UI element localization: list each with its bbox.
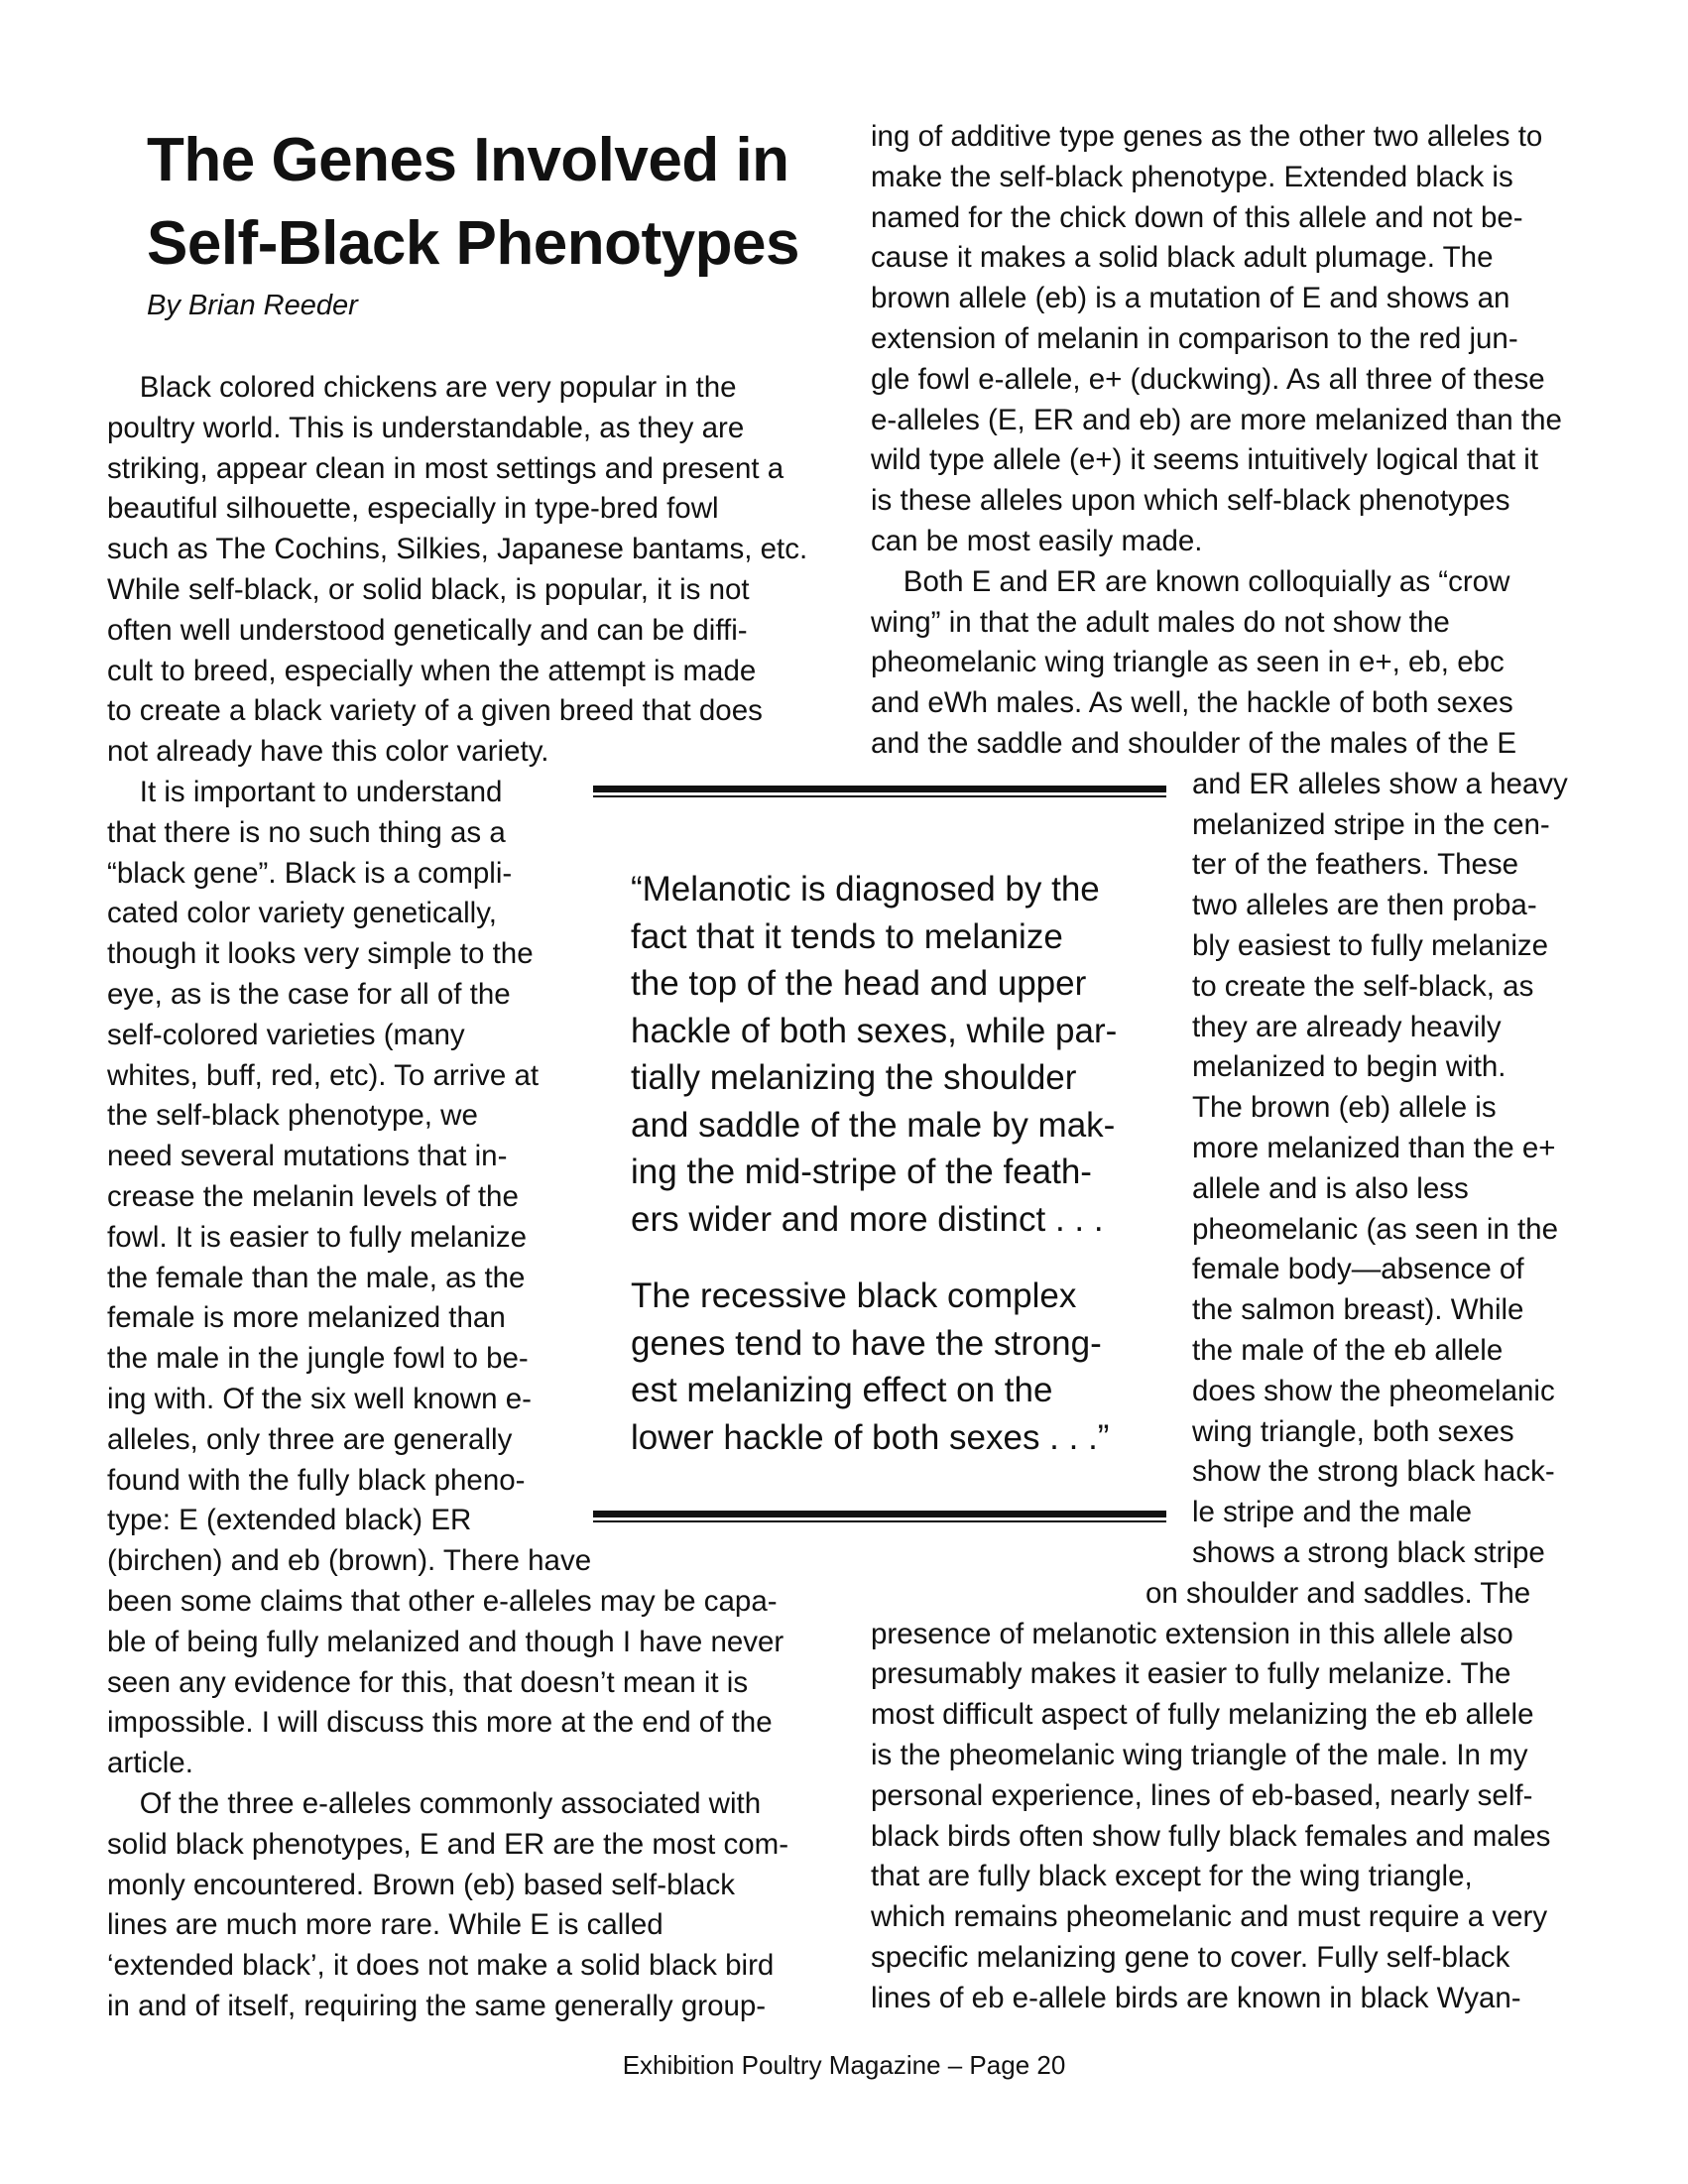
text-line: cult to breed, especially when the attempt is made: [107, 654, 757, 687]
text-line: wild type allele (e+) it seems intuitively logical that it: [871, 443, 1539, 477]
text-line: melanized to begin with.: [1192, 1050, 1507, 1084]
text-line: type: E (extended black) ER: [107, 1504, 472, 1537]
text-line: impossible. I will discuss this more at the end of the: [107, 1706, 773, 1740]
text-line: though it looks very simple to the: [107, 937, 534, 971]
text-line: two alleles are then proba-: [1192, 889, 1537, 922]
text-line: fowl. It is easier to fully melanize: [107, 1220, 527, 1254]
text-line: While self-black, or solid black, is popular, it is not: [107, 573, 750, 606]
text-line: show the strong black hack-: [1192, 1455, 1555, 1489]
text-line: ble of being fully melanized and though I have never: [107, 1625, 784, 1658]
text-line: wing” in that the adult males do not show the: [871, 605, 1450, 639]
text-line: can be most easily made.: [871, 525, 1203, 557]
text-line: ter of the feathers. These: [1192, 848, 1519, 882]
text-line: named for the chick down of this allele and not be-: [871, 200, 1523, 234]
text-line: that are fully black except for the wing triangle,: [871, 1860, 1473, 1893]
text-line: black birds often show fully black females and males: [871, 1819, 1551, 1853]
text-line: melanized stripe in the cen-: [1192, 807, 1550, 841]
text-line: self-colored varieties (many: [107, 1018, 465, 1051]
title-line: The Genes Involved in: [147, 126, 789, 194]
text-line: alleles, only three are generally: [107, 1422, 513, 1456]
text-line: It is important to understand: [107, 776, 503, 808]
text-line: most difficult aspect of fully melanizing the eb allele: [871, 1698, 1534, 1732]
pull-quote-line: and saddle of the male by mak-: [631, 1105, 1116, 1145]
pull-quote-line: The recessive black complex: [631, 1276, 1077, 1315]
text-line: (birchen) and eb (brown). There have: [107, 1544, 592, 1578]
text-line: article.: [107, 1747, 193, 1780]
text-line: presence of melanotic extension in this allele also: [871, 1617, 1513, 1650]
text-line: personal experience, lines of eb-based, nearly self-: [871, 1778, 1533, 1812]
pull-quote-line: fact that it tends to melanize: [631, 916, 1063, 956]
text-line: pheomelanic (as seen in the: [1192, 1212, 1558, 1246]
text-line: is these alleles upon which self-black phenotypes: [871, 484, 1510, 518]
text-line: Black colored chickens are very popular in the: [107, 371, 737, 404]
text-line: need several mutations that in-: [107, 1140, 508, 1173]
text-line: poultry world. This is understandable, as they are: [107, 411, 745, 444]
text-line: whites, buff, red, etc). To arrive at: [107, 1058, 540, 1092]
text-line: and eWh males. As well, the hackle of both sexes: [871, 686, 1513, 720]
pull-quote-line: hackle of both sexes, while par-: [631, 1011, 1118, 1050]
text-line: which remains pheomelanic and must require a very: [871, 1900, 1548, 1934]
pull-quote-paragraph-1: [631, 866, 1186, 1243]
text-line: solid black phenotypes, E and ER are the most com-: [107, 1827, 789, 1861]
text-line: Of the three e-alleles commonly associated with: [107, 1787, 762, 1820]
text-line: they are already heavily: [1192, 1010, 1502, 1043]
text-line: “black gene”. Black is a compli-: [107, 856, 513, 890]
text-line: striking, appear clean in most settings and present a: [107, 451, 784, 485]
text-line: crease the melanin levels of the: [107, 1180, 519, 1213]
text-line: the salmon breast). While: [1192, 1293, 1524, 1327]
pull-quote-line: genes tend to have the strong-: [631, 1323, 1102, 1363]
text-line: pheomelanic wing triangle as seen in e+, eb, ebc: [871, 646, 1505, 679]
text-line: the self-black phenotype, we: [107, 1099, 478, 1133]
pull-quote-paragraph-2: [631, 1273, 1186, 1461]
text-line: ing with. Of the six well known e-: [107, 1383, 532, 1415]
text-line: beautiful silhouette, especially in type-bred fowl: [107, 492, 719, 526]
pull-quote-line: est melanizing effect on the: [631, 1371, 1053, 1409]
text-line: and ER alleles show a heavy: [1192, 767, 1568, 800]
text-line: le stripe and the male: [1192, 1496, 1473, 1529]
text-line: female is more melanized than: [107, 1301, 506, 1335]
pull-quote-line: ers wider and more distinct . . .: [631, 1199, 1104, 1239]
text-line: cated color variety genetically,: [107, 897, 497, 930]
text-line: found with the fully black pheno-: [107, 1463, 526, 1497]
text-line: been some claims that other e-alleles may be capa-: [107, 1585, 778, 1618]
page-footer: Exhibition Poultry Magazine – Page 20: [622, 2050, 1066, 2080]
text-line: that there is no such thing as a: [107, 815, 506, 849]
text-line: bly easiest to fully melanize: [1192, 929, 1549, 962]
text-line: specific melanizing gene to cover. Fully self-black: [871, 1941, 1510, 1974]
text-line: allele and is also less: [1192, 1171, 1469, 1205]
text-line: on shoulder and saddles. The: [1145, 1576, 1531, 1610]
text-line: to create a black variety of a given breed that does: [107, 694, 763, 728]
pull-quote-line: ing the mid-stripe of the feath-: [631, 1153, 1092, 1191]
text-line: and the saddle and shoulder of the males of the E: [871, 727, 1517, 760]
text-line: Both E and ER are known colloquially as “crow: [871, 564, 1510, 598]
text-line: the male in the jungle fowl to be-: [107, 1342, 529, 1376]
pull-quote-line: “Melanotic is diagnosed by the: [631, 870, 1100, 909]
text-line: shows a strong black stripe: [1192, 1536, 1545, 1569]
text-line: in and of itself, requiring the same generally group-: [107, 1990, 767, 2022]
text-line: is the pheomelanic wing triangle of the male. In my: [871, 1739, 1528, 1771]
text-line: gle fowl e-allele, e+ (duckwing). As all three of these: [871, 362, 1545, 396]
text-line: make the self-black phenotype. Extended black is: [871, 160, 1513, 193]
text-line: wing triangle, both sexes: [1192, 1414, 1514, 1448]
text-line: to create the self-black, as: [1192, 969, 1534, 1003]
text-line: brown allele (eb) is a mutation of E and shows an: [871, 282, 1510, 315]
title-line: Self-Black Phenotypes: [147, 209, 799, 278]
text-line: e-alleles (E, ER and eb) are more melanized than the: [871, 403, 1562, 436]
article-title: [147, 119, 841, 286]
text-line: seen any evidence for this, that doesn’t mean it is: [107, 1665, 749, 1699]
text-line: the female than the male, as the: [107, 1261, 526, 1294]
text-line: not already have this color variety.: [107, 735, 549, 769]
text-line: more melanized than the e+: [1192, 1132, 1556, 1164]
text-line: The brown (eb) allele is: [1192, 1091, 1497, 1125]
text-line: monly encountered. Brown (eb) based self-black: [107, 1868, 735, 1901]
text-line: lines are much more rare. While E is called: [107, 1908, 663, 1942]
text-line: female body—absence of: [1192, 1253, 1524, 1286]
pull-quote-top-rule: [593, 786, 1166, 798]
pull-quote-line: tially melanizing the shoulder: [631, 1058, 1077, 1097]
text-line: ‘extended black’, it does not make a solid black bird: [107, 1949, 775, 1983]
text-line: lines of eb e-allele birds are known in black Wyan-: [871, 1981, 1521, 2014]
text-line: the male of the eb allele: [1192, 1334, 1504, 1367]
text-line: such as The Cochins, Silkies, Japanese bantams, etc.: [107, 533, 808, 566]
pull-quote-line: lower hackle of both sexes . . .”: [631, 1417, 1110, 1457]
pull-quote-line: the top of the head and upper: [631, 964, 1087, 1003]
text-line: presumably makes it easier to fully melanize. The: [871, 1657, 1511, 1691]
pull-quote-bottom-rule: [593, 1511, 1166, 1523]
text-line: extension of melanin in comparison to the red jun-: [871, 322, 1518, 355]
text-line: cause it makes a solid black adult plumage. The: [871, 241, 1494, 275]
byline: By Brian Reeder: [147, 290, 358, 321]
text-line: often well understood genetically and can be diffi-: [107, 613, 748, 647]
text-line: ing of additive type genes as the other two alleles to: [871, 120, 1543, 153]
text-line: eye, as is the case for all of the: [107, 978, 511, 1011]
text-line: does show the pheomelanic: [1192, 1374, 1555, 1407]
